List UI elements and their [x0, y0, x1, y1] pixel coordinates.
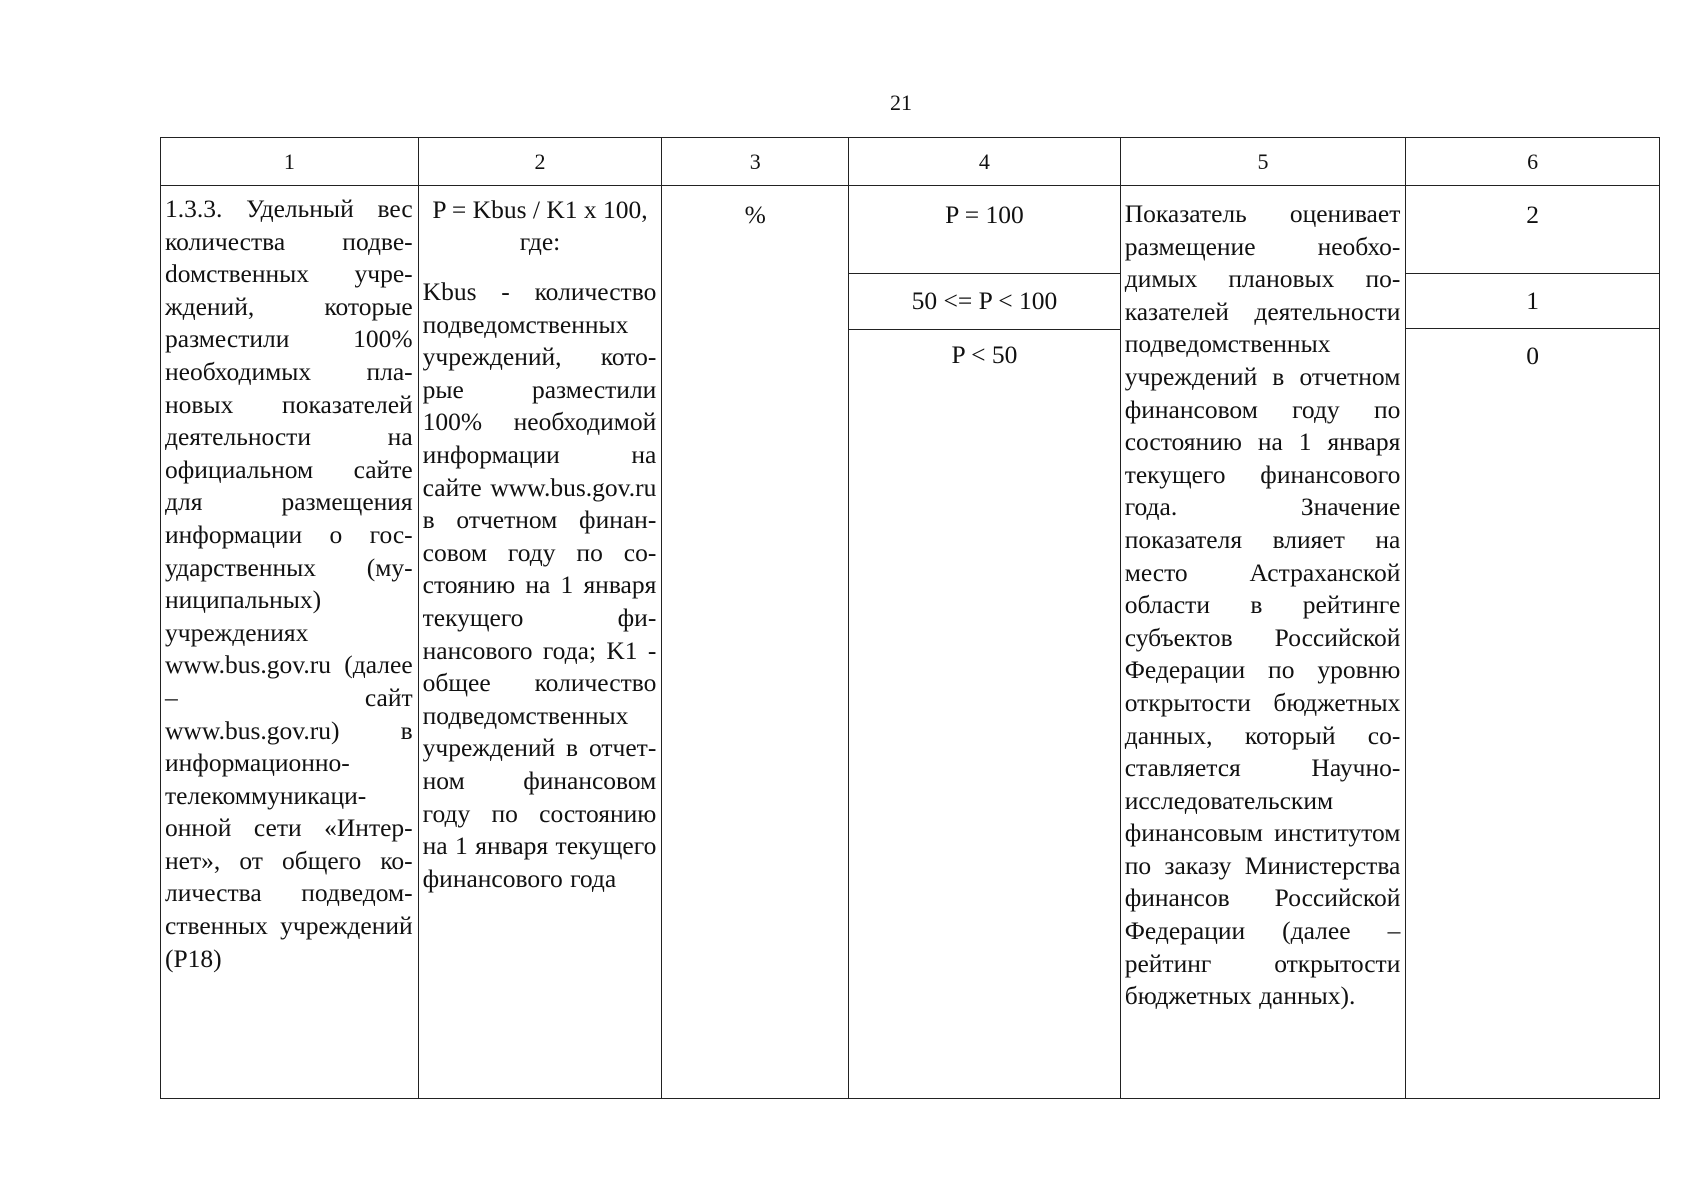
- column-comment: [1121, 138, 1407, 1098]
- criterion-2: 50 <= P < 100: [849, 274, 1120, 330]
- criterion-3: P < 50: [951, 340, 1018, 369]
- header-cell-6: 6: [1406, 138, 1659, 186]
- column-indicator: [161, 138, 419, 1098]
- indicator-name: 1.3.3. Удельный вес количества подвеdомственных учреждений, которые разместили 100% необходимых плановых показателей деятельности на официальном сайте для размещения информации о государственных (муниципальных) учреждениях www.bus.gov.ru (далее – сайт www.bus.gov.ru) в информационно-телекоммуникационной сети «Интернет», от общего количества подведомственных учреждений (P18): [165, 194, 413, 973]
- column-unit: [662, 138, 849, 1098]
- column-criteria: [849, 138, 1121, 1098]
- header-cell-5: 5: [1121, 138, 1406, 186]
- indicator-table: [160, 137, 1660, 1099]
- page-number: 21: [890, 90, 912, 115]
- criterion-1: P = 100: [849, 186, 1120, 274]
- score-3: 0: [1526, 341, 1540, 370]
- formula-explanation: Kbus - количество подведомственных учреждений, которые разместили 100% необходимой информации на сайте www.bus.gov.ru в отчетном финансовом году по состоянию на 1 января текущего финансового года; K1 - общее количество подведомственных учреждений в отчетном финансовом году по состоянию на 1 января текущего финансового года: [422, 277, 657, 893]
- score-2: 1: [1406, 274, 1659, 329]
- unit-value: %: [744, 200, 766, 229]
- formula: P = Kbus / K1 x 100, где:: [432, 195, 648, 256]
- header-cell-2: 2: [419, 138, 662, 186]
- header-cell-3: 3: [662, 138, 848, 186]
- column-score: [1406, 138, 1659, 1098]
- score-1: 2: [1406, 186, 1659, 274]
- header-cell-4: 4: [849, 138, 1120, 186]
- header-cell-1: 1: [161, 138, 418, 186]
- column-formula: [419, 138, 663, 1098]
- comment-text: Показатель оценивает размещение необходимых плановых показателей деятельности подведомственных учреждений в отчетном финансовом году по состоянию на 1 января текущего финансового года. Значение показателя влияет на место Астраханской области в рейтинге субъектов Российской Федерации по уровню открытости бюджетных данных, который составляется Научно-исследовательским финансовым институтом по заказу Министерства финансов Российской Федерации (далее – рейтинг открытости бюджетных данных).: [1124, 199, 1401, 1011]
